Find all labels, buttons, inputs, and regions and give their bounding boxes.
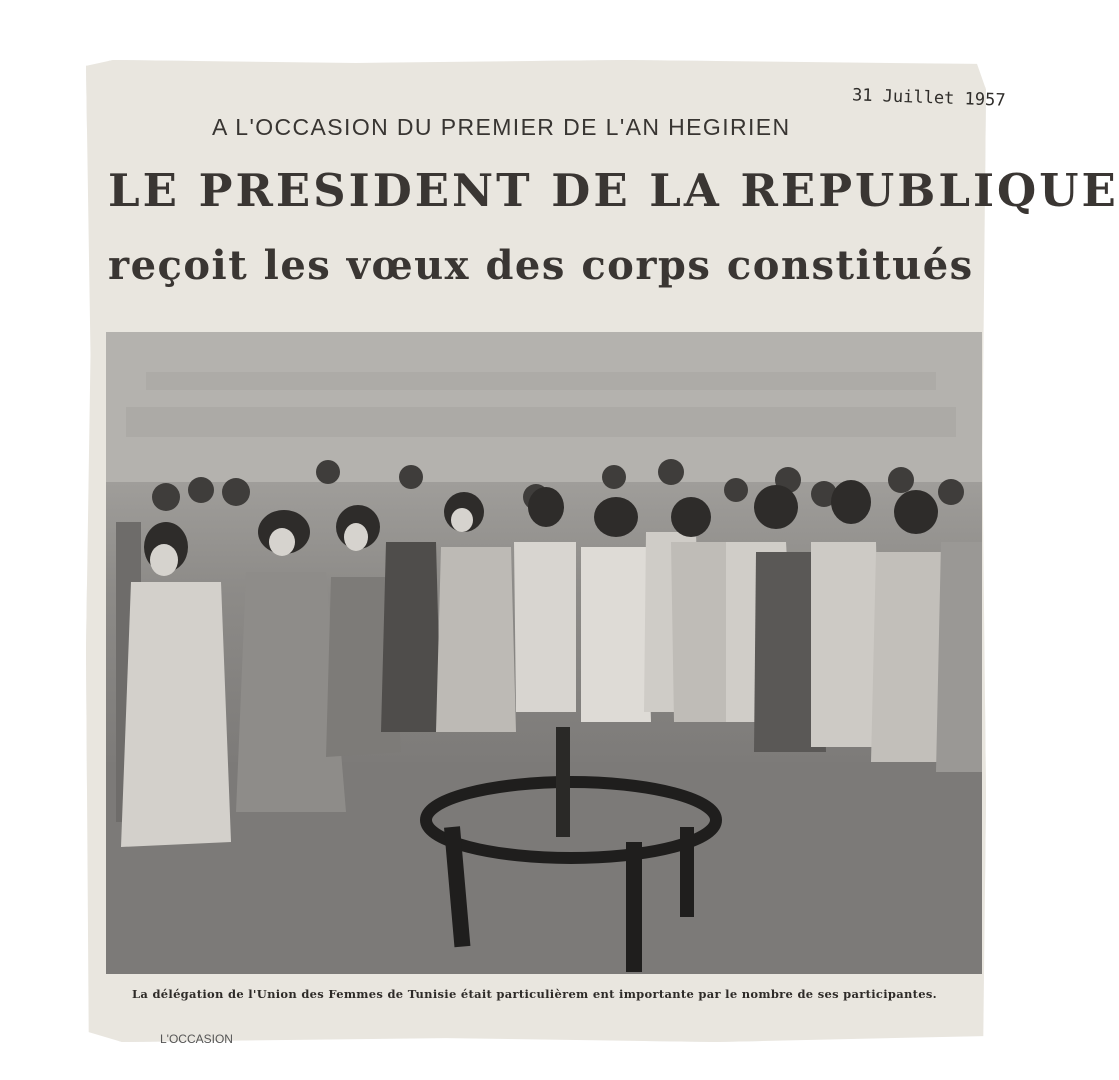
article-kicker: A L'OCCASION DU PREMIER DE L'AN HEGIRIEN bbox=[212, 114, 791, 140]
article-headline: LE PRESIDENT DE LA REPUBLIQUE bbox=[108, 164, 1119, 217]
article-subheadline: reçoit les vœux des corps constitués bbox=[108, 242, 974, 289]
publication-date: 31 Juillet 1957 bbox=[851, 85, 1006, 111]
next-article-fragment: L'OCCASION bbox=[160, 1032, 233, 1046]
group-photo bbox=[106, 332, 982, 974]
photo-illustration bbox=[106, 332, 982, 974]
photo-caption: La délégation de l'Union des Femmes de Tunisie était particulièrem ent importante par le nombre de ses participantes. bbox=[132, 987, 937, 1001]
